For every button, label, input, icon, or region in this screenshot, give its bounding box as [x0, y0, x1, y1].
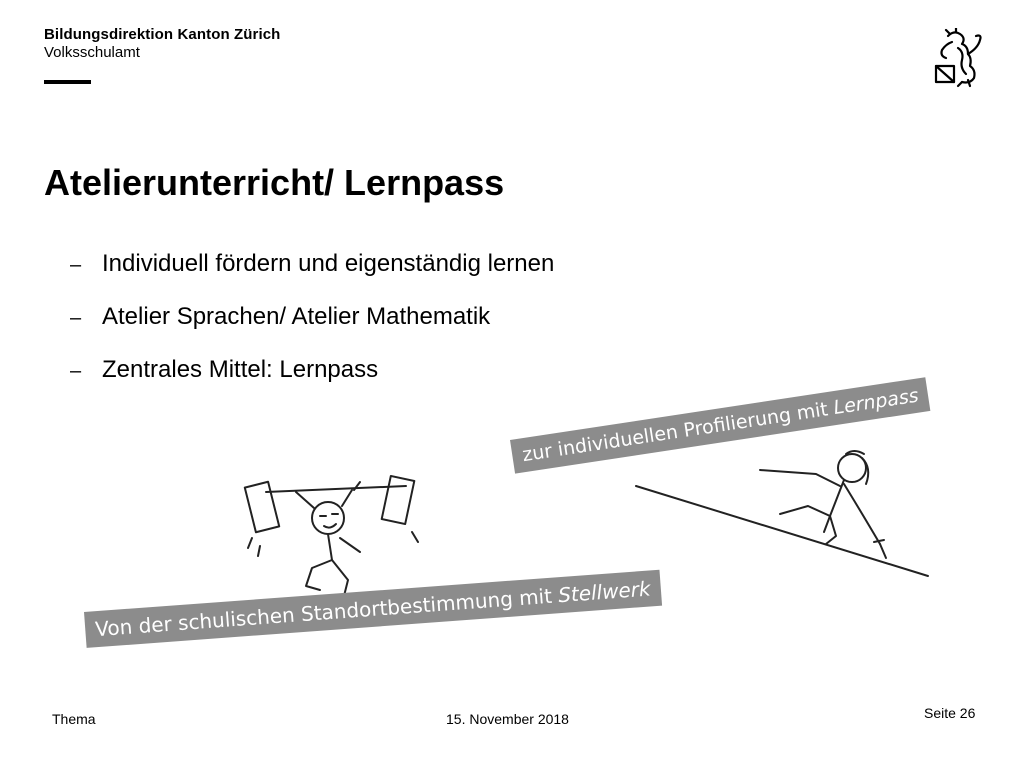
- banner-bottom-text: Von der schulischen Standortbestimmung mit: [94, 583, 560, 642]
- bullet-text: Individuell fördern und eigenständig lernen: [102, 250, 555, 277]
- bullet-marker: –: [70, 254, 82, 276]
- zurich-lion-crest-icon: [928, 28, 986, 88]
- org-subtitle: Volksschulamt: [44, 44, 140, 61]
- banner-bottom-emphasis: Stellwerk: [557, 576, 652, 608]
- climbing-figure-illustration: [630, 440, 940, 590]
- bullet-marker: –: [70, 307, 82, 329]
- footer-page-number: Seite 26: [924, 705, 976, 721]
- bullet-item: [70, 303, 554, 356]
- bullet-text: Atelier Sprachen/ Atelier Mathematik: [102, 303, 491, 330]
- slide-title: Atelierunterricht/ Lernpass: [44, 162, 505, 203]
- header-rule: [44, 80, 91, 84]
- footer-date: 15. November 2018: [446, 711, 569, 727]
- footer-topic: Thema: [52, 711, 96, 727]
- bullet-item: [70, 356, 554, 409]
- bullet-text: Zentrales Mittel: Lernpass: [102, 356, 379, 383]
- banner-top-text: zur individuellen Profilierung mit: [520, 397, 836, 467]
- bullet-item: [70, 250, 554, 303]
- banner-top-emphasis: Lernpass: [832, 384, 921, 420]
- bullet-list: [70, 250, 554, 409]
- bullet-marker: –: [70, 360, 82, 382]
- org-name: Bildungsdirektion Kanton Zürich: [44, 26, 281, 43]
- weightlifter-figure-illustration: [236, 456, 436, 606]
